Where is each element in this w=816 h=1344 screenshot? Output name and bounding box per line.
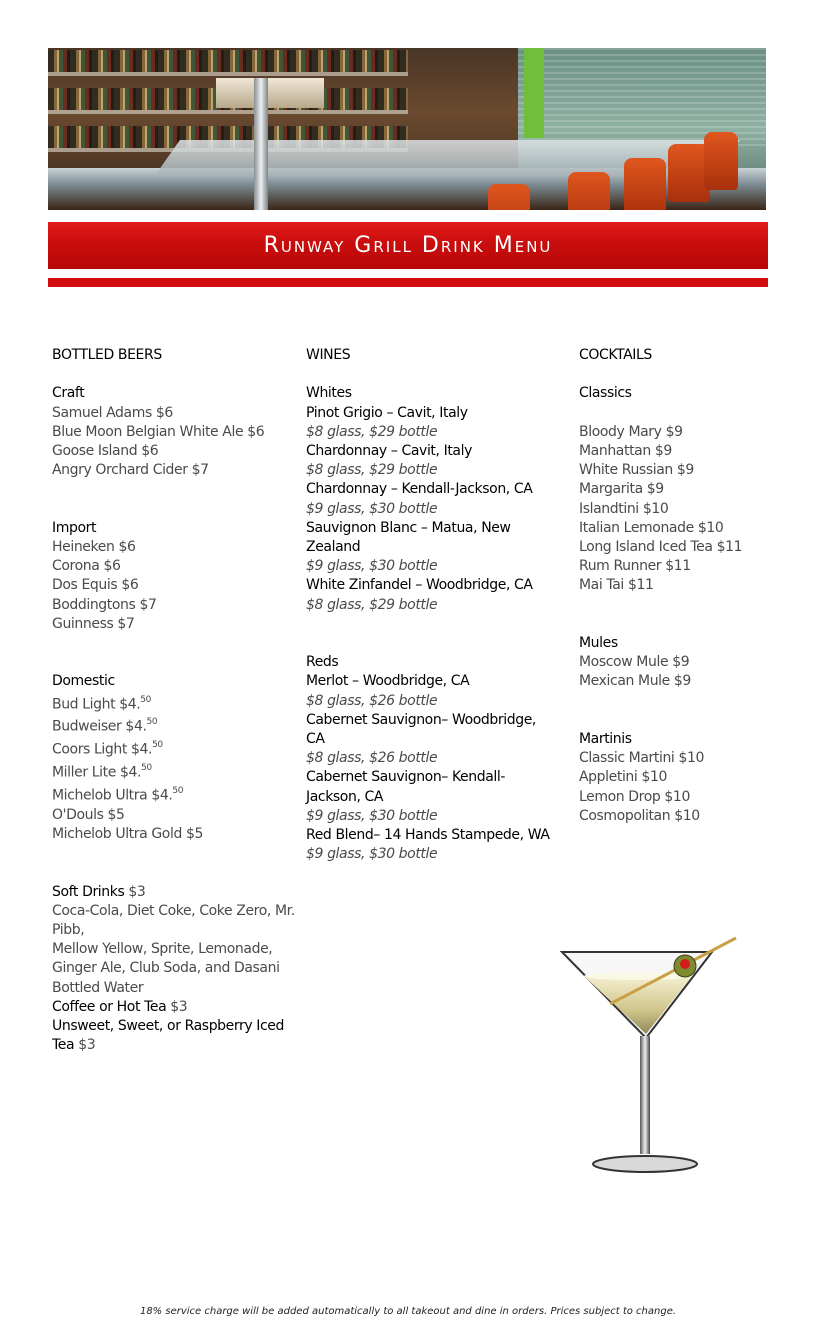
list-item: White Russian $9 bbox=[579, 462, 694, 479]
list-item: Samuel Adams $6 bbox=[52, 404, 173, 421]
list-item: Bottled Water bbox=[52, 979, 144, 996]
list-item: O'Douls $5 bbox=[52, 806, 125, 823]
list-item: Coca-Cola, Diet Coke, Coke Zero, Mr. bbox=[52, 902, 295, 919]
reds-heading: Reds bbox=[306, 654, 339, 671]
list-item: Heineken $6 bbox=[52, 538, 136, 555]
list-item: Margarita $9 bbox=[579, 481, 664, 498]
wine-name: Merlot – Woodbridge, CA bbox=[306, 673, 470, 690]
wine-name: Chardonnay – Kendall-Jackson, CA bbox=[306, 481, 533, 498]
domestic-heading: Domestic bbox=[52, 673, 115, 690]
list-item: Bud Light $4.50 bbox=[52, 694, 151, 713]
list-item: Michelob Ultra Gold $5 bbox=[52, 826, 204, 843]
list-item: Michelob Ultra $4.50 bbox=[52, 786, 184, 804]
iced-tea-item: Unsweet, Sweet, or Raspberry Iced bbox=[52, 1018, 285, 1035]
list-item: Islandtini $10 bbox=[579, 500, 669, 517]
wine-name: Cabernet Sauvignon– Woodbridge, bbox=[306, 711, 536, 728]
mules-heading: Mules bbox=[579, 634, 618, 651]
list-item: Cosmopolitan $10 bbox=[579, 807, 700, 824]
classics-heading: Classics bbox=[579, 385, 632, 402]
cocktails-heading: COCKTAILS bbox=[579, 347, 652, 363]
list-item: Classic Martini $10 bbox=[579, 750, 704, 767]
list-item: Guinness $7 bbox=[52, 615, 135, 632]
page-title: Runway Grill Drink Menu bbox=[263, 233, 553, 258]
list-item: Goose Island $6 bbox=[52, 443, 159, 459]
wine-price: $9 glass, $30 bottle bbox=[306, 846, 438, 863]
divider bbox=[48, 278, 768, 287]
wine-price: $9 glass, $30 bottle bbox=[306, 500, 438, 517]
list-item: Dos Equis $6 bbox=[52, 577, 139, 594]
list-item: Blue Moon Belgian White Ale $6 bbox=[52, 423, 265, 440]
soft-drinks-heading: Soft Drinks $3 bbox=[52, 883, 146, 900]
bar-photo bbox=[48, 48, 766, 210]
wine-price: $8 glass, $29 bottle bbox=[306, 423, 438, 440]
wine-price: $9 glass, $30 bottle bbox=[306, 807, 438, 824]
list-item: Miller Lite $4.50 bbox=[52, 763, 152, 781]
list-item: Rum Runner $11 bbox=[579, 558, 691, 575]
list-item: Mellow Yellow, Sprite, Lemonade, bbox=[52, 941, 273, 958]
wine-name-cont: Zealand bbox=[306, 539, 361, 556]
wines-column bbox=[306, 346, 568, 864]
wine-name: Cabernet Sauvignon– Kendall- bbox=[306, 769, 506, 786]
wine-name: Chardonnay – Cavit, Italy bbox=[306, 443, 472, 459]
cocktails-column bbox=[579, 346, 779, 826]
title-banner bbox=[48, 222, 768, 269]
list-item: Ginger Ale, Club Soda, and Dasani bbox=[52, 960, 280, 977]
craft-heading: Craft bbox=[52, 385, 85, 402]
list-item: Manhattan $9 bbox=[579, 442, 672, 459]
list-item: Mai Tai $11 bbox=[579, 577, 654, 594]
iced-tea-item-cont: Tea $3 bbox=[52, 1037, 96, 1054]
footer-note: 18% service charge will be added automatically to all takeout and dine in orders. Prices subject to change. bbox=[139, 1306, 677, 1317]
martinis-heading: Martinis bbox=[579, 730, 632, 747]
list-item: Boddingtons $7 bbox=[52, 596, 157, 613]
martini-glass-image bbox=[560, 934, 740, 1176]
wine-name: White Zinfandel – Woodbridge, CA bbox=[306, 577, 533, 594]
wine-price: $8 glass, $26 bottle bbox=[306, 750, 438, 767]
list-item: Angry Orchard Cider $7 bbox=[52, 462, 209, 479]
coffee-item: Coffee or Hot Tea $3 bbox=[52, 998, 188, 1015]
wine-name: Sauvignon Blanc – Matua, New bbox=[306, 519, 511, 536]
wine-price: $8 glass, $29 bottle bbox=[306, 596, 438, 613]
list-item: Bloody Mary $9 bbox=[579, 423, 683, 440]
import-heading: Import bbox=[52, 519, 97, 536]
beers-heading: BOTTLED BEERS bbox=[52, 347, 162, 363]
wine-price: $8 glass, $29 bottle bbox=[306, 462, 438, 479]
list-item: Italian Lemonade $10 bbox=[579, 519, 724, 536]
list-item: Coors Light $4.50 bbox=[52, 740, 163, 758]
list-item: Moscow Mule $9 bbox=[579, 654, 690, 671]
wine-price: $9 glass, $30 bottle bbox=[306, 558, 438, 575]
whites-heading: Whites bbox=[306, 385, 352, 402]
wine-price: $8 glass, $26 bottle bbox=[306, 692, 438, 709]
beers-column bbox=[52, 346, 302, 1055]
list-item: Appletini $10 bbox=[579, 769, 667, 786]
wines-heading: WINES bbox=[306, 347, 351, 363]
wine-name: Red Blend– 14 Hands Stampede, WA bbox=[306, 827, 550, 844]
list-item: Pibb, bbox=[52, 922, 85, 939]
list-item: Long Island Iced Tea $11 bbox=[579, 539, 743, 555]
list-item: Mexican Mule $9 bbox=[579, 673, 691, 690]
list-item: Budweiser $4.50 bbox=[52, 717, 158, 736]
list-item: Corona $6 bbox=[52, 558, 121, 575]
wine-name-cont: Jackson, CA bbox=[306, 788, 384, 805]
list-item: Lemon Drop $10 bbox=[579, 788, 690, 805]
wine-name-cont: CA bbox=[306, 731, 325, 748]
wine-name: Pinot Grigio – Cavit, Italy bbox=[306, 404, 468, 421]
